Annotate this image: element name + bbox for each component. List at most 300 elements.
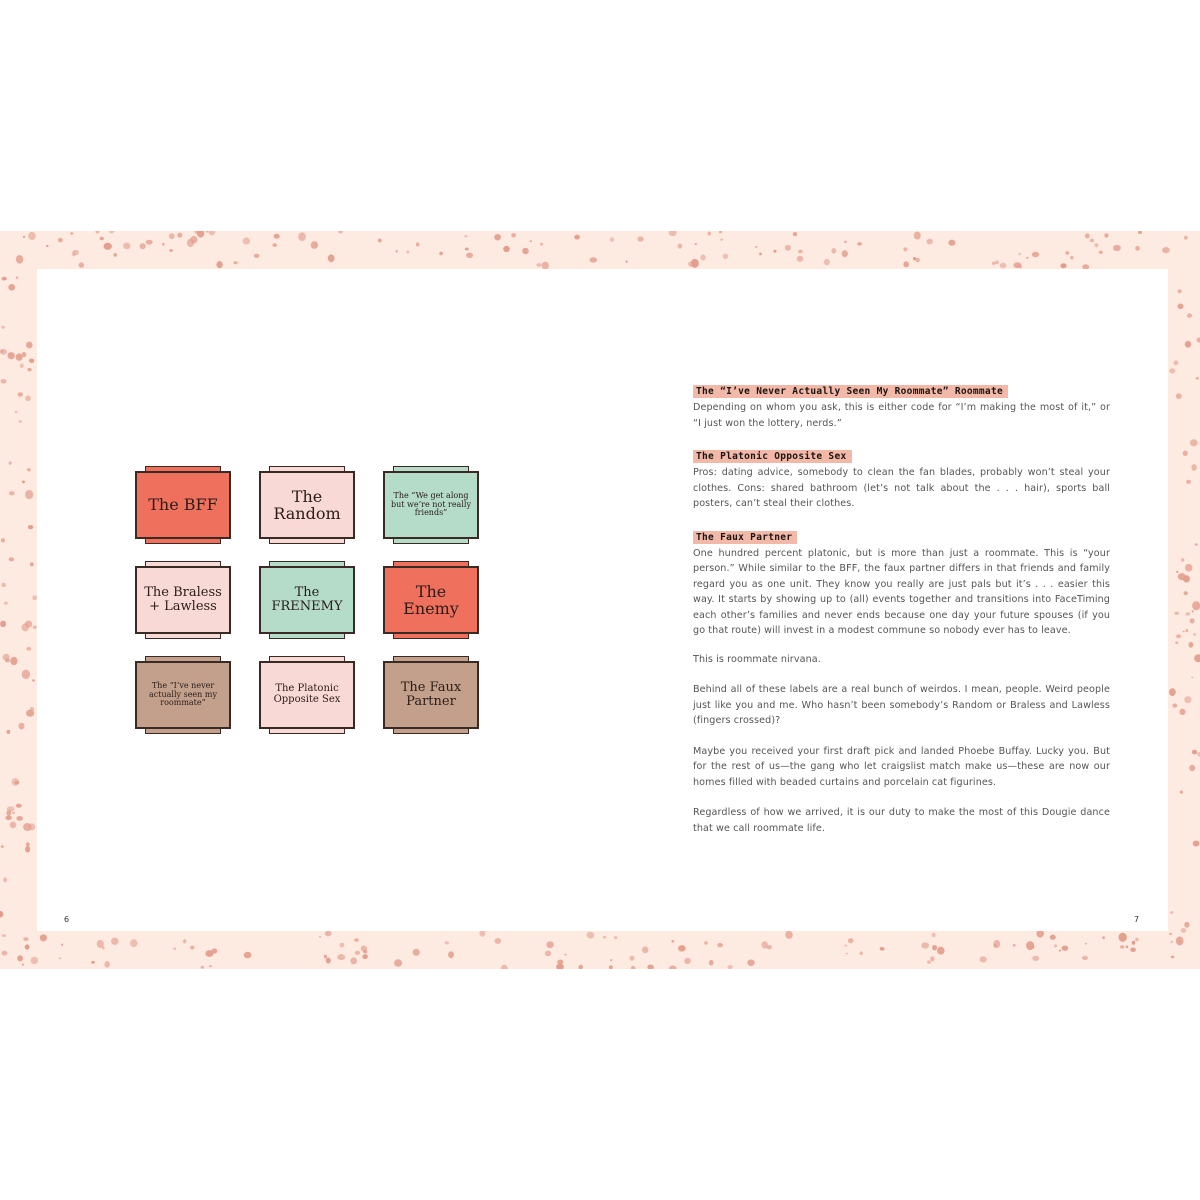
- speckle-dot: [930, 956, 934, 961]
- speckle-dot: [630, 956, 635, 961]
- speckle-dot: [1135, 246, 1140, 251]
- speckle-dot: [2, 951, 8, 956]
- speckle-dot: [501, 965, 508, 969]
- speckle-dot: [530, 240, 532, 242]
- speckle-dot: [1178, 289, 1182, 293]
- speckle-dot: [328, 254, 335, 262]
- speckle-dot: [23, 937, 28, 941]
- speckle-dot: [1185, 612, 1190, 616]
- speckle-dot: [688, 261, 695, 267]
- speckle-dot: [114, 253, 117, 257]
- speckle-dot: [1032, 946, 1035, 949]
- speckle-dot: [169, 233, 175, 239]
- speckle-dot: [25, 944, 30, 949]
- speckle-dot: [123, 243, 131, 250]
- speckle-dot: [720, 238, 723, 241]
- speckle-dot: [16, 804, 22, 808]
- speckle-dot: [25, 396, 31, 402]
- speckle-dot: [95, 231, 99, 234]
- speckle-dot: [12, 812, 15, 814]
- speckle-dot: [1190, 618, 1195, 623]
- speckle-dot: [1085, 943, 1087, 945]
- speckle-dot: [416, 242, 420, 246]
- speckle-dot: [927, 960, 931, 963]
- speckle-dot: [208, 231, 215, 235]
- speckle-dot: [272, 243, 277, 247]
- speckle-dot: [174, 947, 177, 950]
- speckle-dot: [708, 232, 711, 236]
- speckle-dot: [914, 232, 921, 240]
- speckle-dot: [1065, 251, 1069, 254]
- speckle-dot: [177, 233, 182, 238]
- speckle-dot: [1135, 938, 1139, 942]
- speckle-dot: [767, 945, 772, 949]
- speckle-dot: [109, 231, 114, 234]
- speckle-dot: [495, 938, 502, 944]
- speckle-dot: [669, 965, 676, 969]
- speckle-dot: [338, 231, 343, 234]
- label-text: The Platonic Opposite Sex: [259, 661, 355, 729]
- speckle-dot: [880, 947, 885, 951]
- speckle-dot: [1184, 696, 1191, 703]
- speckle-dot: [522, 248, 529, 255]
- speckle-dot: [511, 233, 516, 238]
- speckle-dot: [846, 953, 848, 955]
- speckle-dot: [1, 583, 5, 587]
- speckle-dot: [1188, 642, 1193, 648]
- speckle-dot: [932, 945, 937, 950]
- speckle-dot: [70, 232, 73, 234]
- speckle-dot: [183, 939, 186, 943]
- speckle-dot: [992, 262, 995, 265]
- section-faux-partner: [693, 525, 1110, 639]
- speckle-dot: [5, 816, 11, 821]
- speckle-dot: [1186, 629, 1189, 632]
- speckle-dot: [14, 781, 19, 785]
- speckle-dot: [831, 248, 836, 254]
- speckle-dot: [1191, 464, 1197, 471]
- speckle-dot: [25, 846, 30, 852]
- speckle-dot: [848, 938, 854, 943]
- speckle-dot: [1176, 634, 1181, 638]
- speckle-dot: [16, 255, 23, 264]
- speckle-dot: [1184, 922, 1189, 928]
- speckle-dot: [234, 261, 238, 264]
- speckle-dot: [842, 250, 848, 257]
- label-tile-braless-lawless: [135, 561, 231, 639]
- speckle-dot: [1120, 945, 1125, 949]
- section-heading: The Platonic Opposite Sex: [693, 450, 852, 463]
- label-text: The FRENEMY: [259, 566, 355, 634]
- speckle-dot: [948, 240, 955, 246]
- speckle-dot: [626, 260, 628, 263]
- speckle-dot: [669, 231, 677, 236]
- paragraph: Regardless of how we arrived, it is our duty to make the most of this Dougie dance that we call roommate life.: [693, 807, 1110, 834]
- speckle-dot: [23, 823, 31, 831]
- speckle-dot: [793, 232, 797, 236]
- speckle-dot: [26, 842, 30, 846]
- speckle-dot: [340, 943, 345, 948]
- speckle-dot: [747, 959, 754, 966]
- speckle-dot: [1138, 231, 1142, 234]
- speckle-dot: [28, 232, 36, 240]
- speckle-dot: [355, 951, 360, 955]
- speckle-dot: [1162, 247, 1170, 253]
- speckle-dot: [545, 951, 551, 957]
- speckle-dot: [603, 936, 606, 939]
- speckle-dot: [1, 845, 4, 847]
- speckle-dot: [29, 359, 34, 364]
- speckle-dot: [464, 235, 467, 237]
- speckle-dot: [921, 942, 929, 948]
- speckle-dot: [17, 955, 23, 961]
- label-tile-never-seen-roommate: [135, 656, 231, 734]
- speckle-dot: [216, 261, 222, 268]
- speckle-dot: [396, 250, 398, 253]
- speckle-dot: [311, 241, 318, 249]
- speckle-dot: [111, 938, 119, 945]
- speckle-dot: [1175, 612, 1179, 615]
- speckle-dot: [709, 960, 714, 966]
- speckle-dot: [1032, 252, 1039, 258]
- speckle-dot: [1, 379, 7, 384]
- speckle-dot: [1172, 703, 1177, 707]
- speckle-dot: [10, 657, 17, 665]
- speckle-dot: [1176, 571, 1178, 573]
- speckle-dot: [30, 562, 34, 566]
- speckle-dot: [130, 939, 138, 947]
- speckle-dot: [1183, 631, 1185, 633]
- speckle-dot: [844, 241, 847, 243]
- speckle-dot: [337, 954, 345, 960]
- speckle-dot: [556, 964, 564, 970]
- section-heading: The “I’ve Never Actually Seen My Roommate” Roommate: [693, 385, 1008, 398]
- roommate-labels-grid: [135, 466, 495, 736]
- speckle-dot: [995, 261, 999, 265]
- label-tile-platonic-opposite-sex: [259, 656, 355, 734]
- speckle-dot: [466, 253, 473, 258]
- speckle-dot: [100, 237, 104, 241]
- speckle-dot: [1032, 956, 1039, 961]
- section-body: Pros: dating advice, somebody to clean the fan blades, probably won’t steal your clothes. Cons: shared bathroom (let’s not talk about the . . . hair), sports ball posters, can’t steal their clothes.: [693, 467, 1110, 509]
- speckle-dot: [1183, 575, 1190, 582]
- speckle-dot: [993, 940, 1000, 948]
- speckle-dot: [798, 250, 803, 253]
- speckle-dot: [5, 658, 10, 662]
- speckle-dot: [610, 237, 614, 241]
- speckle-dot: [362, 954, 368, 959]
- speckle-dot: [3, 877, 7, 882]
- speckle-dot: [937, 947, 945, 955]
- speckle-dot: [4, 602, 8, 605]
- speckle-dot: [1192, 610, 1194, 612]
- speckle-dot: [1085, 233, 1090, 238]
- speckle-dot: [209, 965, 212, 967]
- label-text: The Braless + Lawless: [135, 566, 231, 634]
- speckle-dot: [980, 956, 987, 962]
- speckle-dot: [1180, 791, 1183, 794]
- speckle-dot: [824, 259, 830, 265]
- speckle-dot: [26, 710, 34, 717]
- speckle-dot: [439, 252, 443, 256]
- right-page-text: [693, 379, 1110, 851]
- speckle-dot: [413, 949, 420, 956]
- speckle-dot: [40, 934, 47, 941]
- speckle-dot: [27, 468, 31, 471]
- speckle-dot: [1181, 558, 1184, 561]
- speckle-dot: [1184, 591, 1188, 595]
- speckle-dot: [146, 240, 153, 245]
- speckle-dot: [494, 234, 501, 240]
- speckle-dot: [797, 256, 804, 262]
- speckle-dot: [16, 277, 18, 279]
- page-number-left: 6: [64, 915, 70, 924]
- speckle-dot: [354, 938, 359, 941]
- speckle-dot: [254, 254, 260, 258]
- speckle-dot: [1119, 933, 1127, 942]
- speckle-dot: [857, 242, 862, 246]
- paragraph: This is roommate nirvana.: [693, 653, 821, 665]
- speckle-dot: [350, 957, 357, 964]
- speckle-dot: [678, 243, 683, 248]
- speckle-dot: [695, 243, 697, 245]
- speckle-dot: [932, 933, 936, 938]
- speckle-dot: [574, 235, 580, 240]
- speckle-dot: [58, 238, 63, 243]
- speckle-dot: [16, 816, 23, 821]
- speckle-dot: [579, 965, 583, 969]
- speckle-dot: [1113, 245, 1121, 251]
- speckle-dot: [1099, 251, 1103, 254]
- speckle-dot: [1185, 564, 1193, 572]
- speckle-dot: [1059, 950, 1062, 952]
- label-tile-frenemy: [259, 561, 355, 639]
- speckle-dot: [1175, 642, 1178, 644]
- speckle-dot: [1190, 439, 1198, 446]
- speckle-dot: [104, 243, 112, 250]
- speckle-dot: [755, 246, 758, 248]
- speckle-dot: [915, 258, 920, 262]
- speckle-dot: [1197, 337, 1200, 342]
- speckle-dot: [1178, 304, 1184, 310]
- speckle-dot: [406, 251, 409, 254]
- speckle-dot: [1193, 841, 1200, 847]
- speckle-dot: [448, 951, 454, 958]
- speckle-dot: [25, 490, 33, 499]
- speckle-dot: [785, 245, 791, 251]
- speckle-dot: [378, 239, 382, 243]
- speckle-dot: [325, 931, 332, 937]
- speckle-dot: [1176, 936, 1184, 945]
- speckle-dot: [1186, 480, 1191, 484]
- speckle-dot: [1176, 393, 1182, 399]
- speckle-dot: [59, 958, 61, 960]
- speckle-dot: [298, 232, 306, 241]
- speckle-dot: [1171, 956, 1175, 959]
- speckle-dot: [465, 248, 469, 251]
- speckle-dot: [326, 958, 331, 964]
- speckle-dot: [32, 679, 35, 681]
- speckle-dot: [773, 250, 776, 253]
- label-tile-bff: [135, 466, 231, 544]
- speckle-dot: [79, 262, 85, 267]
- speckle-dot: [1192, 750, 1197, 755]
- speckle-dot: [243, 237, 251, 244]
- speckle-dot: [684, 958, 691, 964]
- speckle-dot: [1054, 944, 1057, 947]
- speckle-dot: [9, 557, 15, 561]
- speckle-dot: [1170, 911, 1173, 914]
- speckle-dot: [1062, 946, 1069, 951]
- speckle-dot: [6, 810, 11, 816]
- speckle-dot: [140, 243, 146, 249]
- speckle-dot: [1169, 688, 1176, 696]
- speckle-dot: [26, 342, 33, 349]
- label-text: The BFF: [135, 471, 231, 539]
- section-platonic-opposite-sex: [693, 444, 1110, 512]
- speckle-dot: [212, 948, 218, 953]
- speckle-dot: [2, 326, 5, 329]
- speckle-dot: [1193, 633, 1196, 636]
- speckle-dot: [394, 959, 402, 967]
- speckle-dot: [1185, 341, 1191, 348]
- speckle-dot: [18, 392, 23, 397]
- speckle-dot: [61, 944, 63, 946]
- speckle-dot: [1183, 451, 1188, 457]
- speckle-dot: [1000, 263, 1007, 269]
- speckle-dot: [26, 647, 31, 651]
- speckle-dot: [700, 255, 705, 261]
- speckle-dot: [1196, 377, 1199, 380]
- speckle-dot: [637, 236, 643, 241]
- paragraph: Maybe you received your first draft pick and landed Phoebe Buffay. Lucky you. But for the rest of us—the gang who let craigslist match make us—these are now our homes filled with beaded curtains and porcelain cat figurines.: [693, 745, 1110, 788]
- speckle-dot: [727, 965, 732, 969]
- speckle-dot: [759, 253, 762, 256]
- speckle-dot: [197, 231, 204, 238]
- speckle-dot: [1019, 253, 1021, 256]
- speckle-dot: [206, 231, 208, 233]
- label-tile-faux-partner: [383, 656, 479, 734]
- label-tile-enemy: [383, 561, 479, 639]
- speckle-dot: [201, 966, 205, 969]
- speckle-dot: [1094, 243, 1098, 247]
- speckle-dot: [2, 934, 6, 937]
- speckle-dot: [1050, 935, 1056, 940]
- speckle-dot: [503, 246, 510, 252]
- speckle-dot: [587, 932, 595, 939]
- speckle-dot: [479, 930, 485, 937]
- label-text: The “I’ve never actually seen my roommate”: [135, 661, 231, 729]
- section-heading: The Faux Partner: [693, 531, 797, 544]
- speckle-dot: [20, 364, 24, 369]
- speckle-dot: [704, 941, 708, 944]
- label-text: The Enemy: [383, 566, 479, 634]
- speckle-dot: [1169, 368, 1175, 373]
- speckle-dot: [22, 670, 30, 679]
- speckle-dot: [609, 965, 613, 969]
- section-body: Depending on whom you ask, this is either code for “I’m making the most of it,” or “I just won the lottery, nerds.”: [693, 402, 1110, 429]
- speckle-dot: [190, 236, 197, 243]
- speckle-dot: [1189, 765, 1195, 771]
- speckle-dot: [610, 959, 612, 961]
- speckle-dot: [22, 352, 27, 357]
- speckle-dot: [102, 946, 105, 949]
- speckle-dot: [546, 941, 554, 948]
- speckle-dot: [0, 621, 6, 628]
- speckle-dot: [590, 257, 598, 262]
- speckle-dot: [1195, 543, 1198, 545]
- speckle-dot: [361, 946, 367, 952]
- speckle-dot: [9, 461, 12, 464]
- speckle-dot: [8, 284, 15, 291]
- speckle-dot: [1187, 313, 1192, 318]
- speckle-dot: [6, 730, 10, 734]
- label-text: The Random: [259, 471, 355, 539]
- speckle-dot: [1132, 941, 1136, 945]
- speckle-dot: [46, 245, 48, 247]
- paragraph: Behind all of these labels are a real bunch of weirdos. I mean, people. Weird people just like you and me. Who hasn’t been somebody’s Random or Braless and Lawless (fingers crossed)?: [693, 684, 1110, 726]
- speckle-dot: [1102, 936, 1105, 939]
- speckle-dot: [1194, 654, 1200, 662]
- speckle-dot: [1090, 239, 1094, 242]
- speckle-dot: [28, 525, 33, 529]
- speckle-dot: [162, 243, 164, 246]
- speckle-dot: [1181, 928, 1187, 933]
- speckle-dot: [1060, 263, 1066, 268]
- speckle-dot: [25, 621, 32, 628]
- speckle-dot: [104, 961, 110, 968]
- speckle-dot: [642, 946, 648, 953]
- speckle-dot: [15, 411, 18, 413]
- speckle-dot: [1173, 360, 1178, 365]
- speckle-dot: [22, 481, 25, 484]
- speckle-dot: [0, 911, 3, 918]
- speckle-dot: [9, 491, 15, 495]
- speckle-dot: [1180, 709, 1186, 715]
- speckle-dot: [1104, 233, 1108, 237]
- speckle-dot: [717, 943, 723, 947]
- speckle-dot: [1192, 601, 1200, 610]
- speckle-dot: [1070, 256, 1073, 260]
- speckle-dot: [540, 243, 543, 246]
- speckle-dot: [631, 966, 636, 969]
- label-text: The “We get along but we’re not really friends”: [383, 471, 479, 539]
- page-number-right: 7: [1134, 915, 1140, 924]
- speckle-dot: [1, 538, 5, 542]
- speckle-dot: [1019, 265, 1022, 268]
- speckle-dot: [244, 952, 252, 959]
- speckle-dot: [536, 263, 541, 267]
- label-text: The Faux Partner: [383, 661, 479, 729]
- section-never-seen-roommate: [693, 379, 1110, 431]
- speckle-dot: [445, 941, 449, 944]
- speckle-dot: [903, 261, 909, 267]
- speckle-dot: [31, 957, 39, 964]
- speckle-dot: [719, 231, 722, 233]
- section-body: One hundred percent platonic, but is more than just a roommate. This is “your person.” While similar to the BFF, the faux partner differs in that friends and family regard you as one unit. They know you really are just pals but it’s . . . easier this way. It starts by showing up to (all) events together and transitions into FaceTiming each other’s families and never ends because one day your future spouses (if you go that route) will invest in a modest commune so nobody ever has to leave.: [693, 547, 1110, 636]
- speckle-dot: [0, 349, 7, 355]
- speckle-dot: [903, 247, 907, 251]
- speckle-dot: [564, 954, 566, 956]
- speckle-dot: [1130, 948, 1136, 953]
- speckle-dot: [274, 234, 280, 239]
- speckle-dot: [23, 236, 25, 238]
- speckle-dot: [19, 723, 25, 730]
- speckle-dot: [1082, 956, 1088, 960]
- speckle-dot: [860, 951, 863, 955]
- speckle-dot: [19, 420, 23, 423]
- speckle-dot: [1191, 677, 1193, 679]
